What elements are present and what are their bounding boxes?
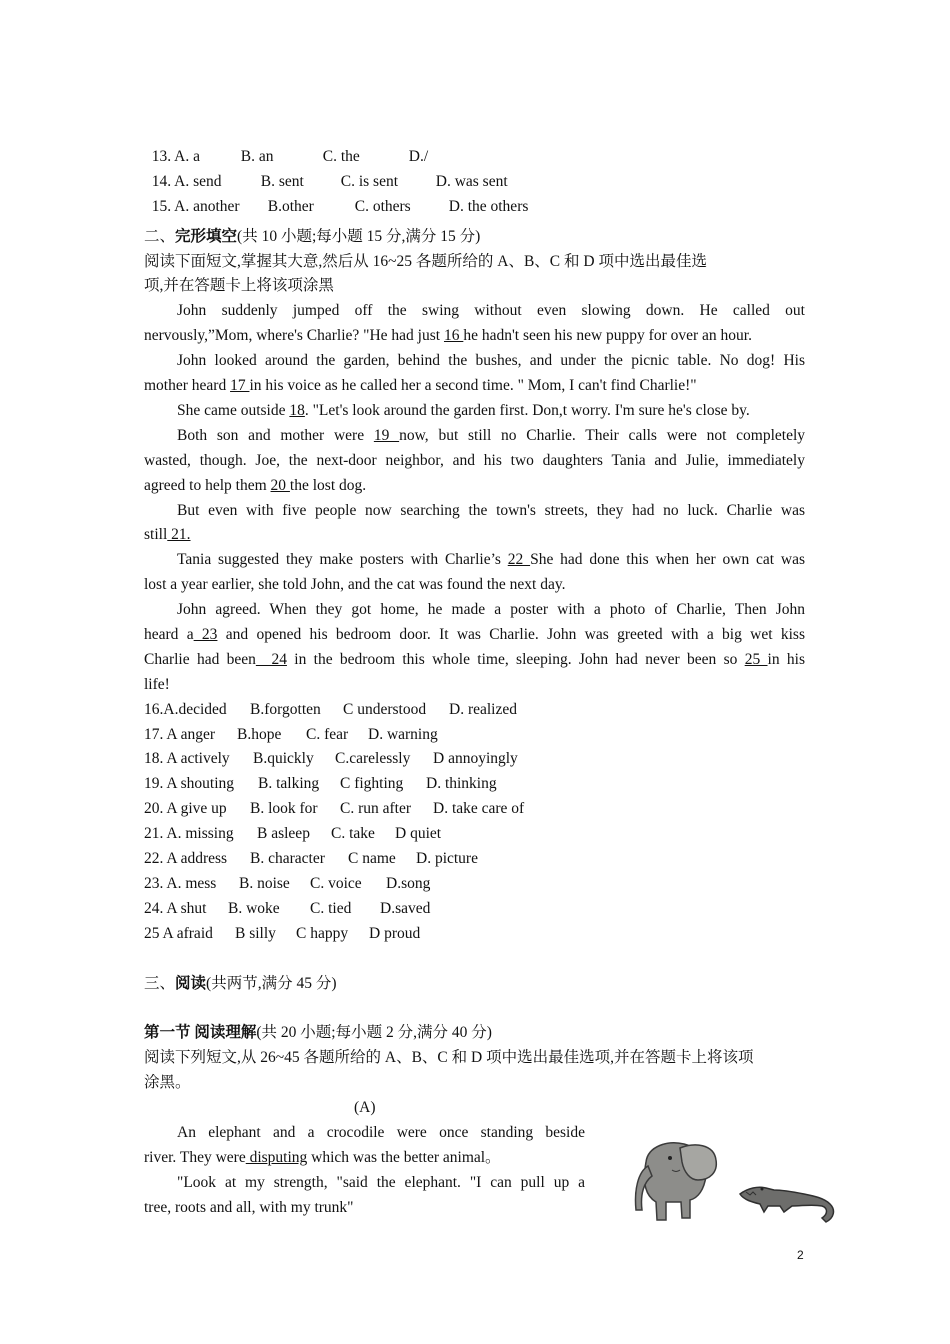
options-23: 23. A. mess B. noise C. voice D.song [144, 875, 431, 892]
question-13: 13. A. a B. an C. the D./ [151, 148, 429, 165]
blank-25: 25 [744, 651, 768, 668]
cloze-p7-line-4: life! [144, 676, 170, 693]
cloze-p1-line-1: John suddenly jumped off the swing without even slowing down. He called out [177, 302, 805, 319]
reading-instruction-line-2: 涂黑。 [144, 1074, 191, 1091]
blank-22: 22 [507, 551, 531, 568]
cloze-p4-line-2: wasted, though. Joe, the next-door neighbor, and his two daughters Tania and Julie, immediately [144, 452, 805, 469]
options-16: 16.A.decided B.forgotten C understood D. realized [144, 701, 517, 718]
section-1-heading: 第一节 阅读理解(共 20 小题;每小题 2 分,满分 40 分) [144, 1024, 492, 1041]
blank-18: 18 [289, 402, 305, 419]
cloze-heading: 二、完形填空(共 10 小题;每小题 15 分,满分 15 分) [144, 228, 481, 245]
options-25: 25 A afraid B silly C happy D proud [144, 925, 421, 942]
page-number: 2 [797, 1248, 804, 1262]
cloze-p6-line-2: lost a year earlier, she told John, and the cat was found the next day. [144, 576, 566, 593]
blank-20: 20 [270, 477, 290, 494]
cloze-p7-line-1: John agreed. When they got home, he made a poster with a photo of Charlie, Then John [177, 601, 805, 618]
cloze-p7-line-2: heard a 23 and opened his bedroom door. It was Charlie. John was greeted with a big wet kiss [144, 626, 805, 643]
word-disputing: disputing [245, 1149, 308, 1166]
options-17: 17. A anger B.hope C. fear D. warning [144, 726, 438, 743]
cloze-p1-line-2: nervously,”Mom, where's Charlie? "He had just 16 he hadn't seen his new puppy for over an hour. [144, 327, 752, 344]
crocodile-illustration [738, 1178, 838, 1226]
passage-a-line-3: "Look at my strength, "said the elephant. "I can pull up a [177, 1174, 585, 1191]
blank-23: 23 [193, 626, 218, 643]
blank-16: 16 [443, 327, 464, 344]
reading-heading: 三、阅读(共两节,满分 45 分) [144, 975, 337, 992]
passage-a-line-4: tree, roots and all, with my trunk" [144, 1199, 354, 1216]
cloze-p7-line-3: Charlie had been__24 in the bedroom this whole time, sleeping. John had never been so 25 in his [144, 651, 806, 668]
cloze-p6-line-1: Tania suggested they make posters with Charlie’s 22 She had done this when her own cat was [177, 551, 806, 568]
options-22: 22. A address B. character C name D. picture [144, 850, 478, 867]
blank-17: 17 [230, 377, 250, 394]
options-24: 24. A shut B. woke C. tied D.saved [144, 900, 431, 917]
passage-a-line-1: An elephant and a crocodile were once standing beside [177, 1124, 585, 1141]
blank-21: 21. [167, 526, 191, 543]
question-14: 14. A. send B. sent C. is sent D. was sent [151, 173, 508, 190]
cloze-p3: She came outside 18. "Let's look around the garden first. Don,t worry. I'm sure he's close by. [177, 402, 750, 419]
blank-19: 19 [373, 427, 400, 444]
options-21: 21. A. missing B asleep C. take D quiet [144, 825, 442, 842]
cloze-p2-line-1: John looked around the garden, behind the bushes, and under the picnic table. No dog! His [177, 352, 805, 369]
cloze-instruction-line-1: 阅读下面短文,掌握其大意,然后从 16~25 各题所给的 A、B、C 和 D 项中选出最佳选 [144, 253, 707, 270]
reading-instruction-line-1: 阅读下列短文,从 26~45 各题所给的 A、B、C 和 D 项中选出最佳选项,并在答题卡上将该项 [144, 1049, 754, 1066]
passage-a-line-2: river. They were disputing which was the better animal。 [144, 1149, 501, 1166]
passage-label: (A) [354, 1099, 376, 1116]
cloze-p5-line-2: still 21. [144, 526, 191, 543]
cloze-p5-line-1: But even with five people now searching the town's streets, they had no luck. Charlie was [177, 502, 805, 519]
cloze-p4-line-3: agreed to help them 20 the lost dog. [144, 477, 367, 494]
question-15: 15. A. another B.other C. others D. the others [151, 198, 529, 215]
cloze-p4-line-1: Both son and mother were 19 now, but still no Charlie. Their calls were not completely [177, 427, 806, 444]
options-19: 19. A shouting B. talking C fighting D. thinking [144, 775, 497, 792]
blank-24: __24 [255, 651, 287, 668]
cloze-p2-line-2: mother heard 17 in his voice as he called her a second time. " Mom, I can't find Charlie!" [144, 377, 697, 394]
options-20: 20. A give up B. look for C. run after D. take care of [144, 800, 525, 817]
elephant-illustration [628, 1136, 722, 1224]
cloze-instruction-line-2: 项,并在答题卡上将该项涂黑 [144, 277, 334, 294]
options-18: 18. A actively B.quickly C.carelessly D annoyingly [144, 750, 518, 767]
